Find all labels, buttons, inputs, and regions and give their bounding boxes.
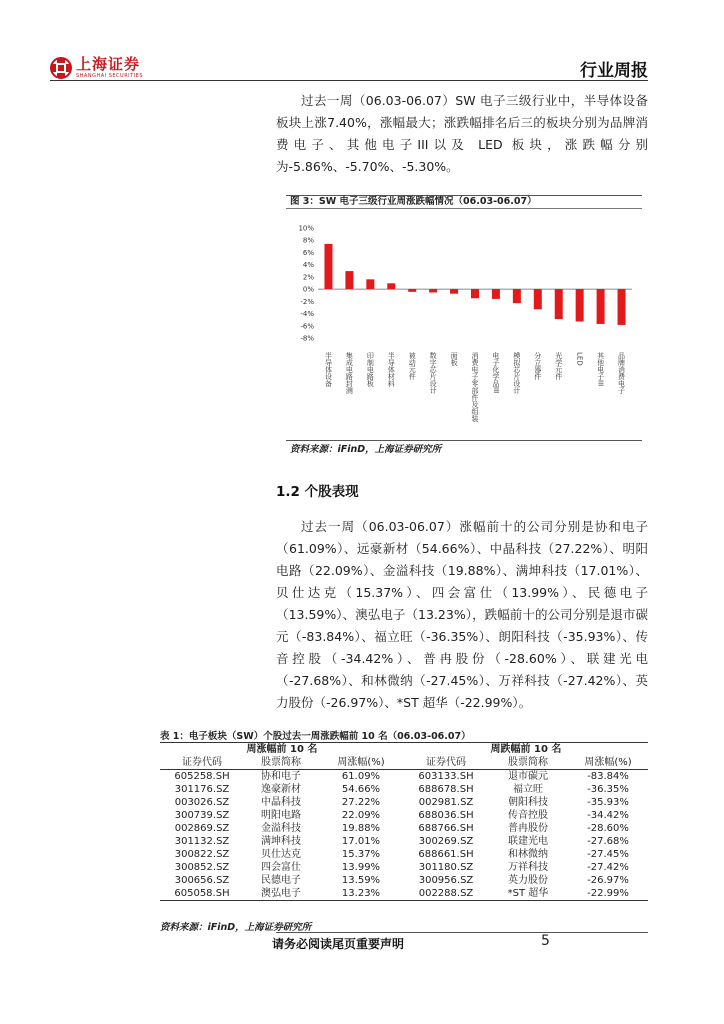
y-tick-label: 2% [302,273,314,282]
figure-source: 资料来源：iFinD，上海证券研究所 [290,444,442,455]
table-row [160,861,648,874]
table-cell: 61.09% [341,771,381,782]
table-row [160,770,648,784]
table-cell: 22.09% [341,810,381,821]
table-cell: 退市碳元 [508,771,548,782]
bar-半导体材料 [387,283,395,289]
sector-weekly-change-chart [286,210,642,438]
figure-title: 图 3：SW 电子三级行业周涨跌幅情况（06.03-06.07） [290,196,537,207]
y-tick-label: -2% [300,297,314,306]
group-header-gainers: 周涨幅前 10 名 [246,744,318,755]
table-cell: 300739.SZ [174,810,230,821]
page-number: 5 [541,933,550,949]
x-tick-label: 印制电路板 [366,352,375,387]
table-row [160,783,648,796]
report-type-title: 行业周报 [580,61,648,81]
table-cell: 联建光电 [508,836,548,847]
table-cell: -22.99% [587,888,629,899]
table-cell: 满坤科技 [261,836,301,847]
bar-集成电路封测 [345,271,353,289]
paragraph-industry-summary: 过去一周（06.03-06.07）SW 电子三级行业中，半导体设备板块上涨7.40%，涨幅最大；涨跌幅排名后三的板块分别为品牌消费电子、其他电子III以及 LED 板块，涨跌幅分别为-5.86%、-5.70%、-5.30%。 [276,93,648,174]
table-cell: 688661.SH [418,849,474,860]
table-cell: 300656.SZ [174,875,230,886]
table-cell: 英力股份 [508,875,548,886]
group-header-losers: 周跌幅前 10 名 [490,744,562,755]
section-heading: 1.2 个股表现 [276,484,359,500]
y-tick-label: 6% [302,248,314,257]
table-cell: 贝仕达克 [261,849,301,860]
table-cell: 普冉股份 [508,823,548,834]
table-cell: 朝阳科技 [508,797,548,808]
y-tick-label: 8% [302,236,314,245]
bar-数字芯片设计 [429,289,437,292]
bar-电子化学品III [492,289,500,299]
table-cell: 逸豪新材 [261,784,301,795]
x-tick-label: 模拟芯片设计 [512,352,521,394]
y-tick-label: -4% [300,310,314,319]
x-tick-label: 电子化学品III [491,352,500,394]
table-cell: -35.93% [587,797,629,808]
table-cell: 688766.SH [418,823,474,834]
x-tick-label: 消费电子零部件及组装 [471,352,479,422]
table-source: 资料来源：iFinD，上海证券研究所 [160,922,312,933]
table-cell: 301176.SZ [174,784,230,795]
y-tick-label: 4% [302,261,314,270]
table-cell: 19.88% [341,823,381,834]
table-cell: 金溢科技 [261,823,301,834]
bar-分立器件 [534,289,542,309]
brand-name-en: SHANGHAI SECURITIES [76,73,144,79]
y-tick-label: -8% [300,334,314,343]
table-cell: 民德电子 [261,875,301,886]
x-tick-label: 分立器件 [533,352,542,380]
table-cell: 605258.SH [174,771,230,782]
bar-其他电子III [597,289,605,324]
top-movers-table [160,742,648,901]
table-cell: 300269.SZ [418,836,474,847]
table-cell: 300852.SZ [174,862,230,873]
table-cell: 688678.SH [418,784,474,795]
table-cell: 300822.SZ [174,849,230,860]
table-cell: -27.68% [587,836,629,847]
column-header: 周涨幅(%) [568,756,648,770]
bar-被动元件 [408,289,416,292]
x-tick-label: 集成电路封测 [345,352,354,394]
table-row [160,887,648,901]
table-cell: 和林微纳 [508,849,548,860]
x-tick-label: LED [575,352,584,366]
table-row [160,822,648,835]
x-tick-label: 半导体设备 [324,352,333,387]
table-cell: 福立旺 [513,784,543,795]
bar-面板 [450,289,458,294]
table-cell: 万祥科技 [508,862,548,873]
table-cell: 002288.SZ [418,888,474,899]
table-cell: 13.99% [341,862,381,873]
table-row [160,835,648,848]
column-header: 周涨幅(%) [318,756,404,770]
table-cell: 13.23% [341,888,381,899]
table-cell: -27.45% [587,849,629,860]
brand-emblem-icon [50,57,72,79]
table-cell: 300956.SZ [418,875,474,886]
y-tick-label: 10% [298,224,314,233]
brand-logo [50,57,143,79]
table-cell: 301180.SZ [418,862,474,873]
x-tick-label: 光学元件 [554,352,563,380]
table-cell: 15.37% [341,849,381,860]
table-cell: 27.22% [341,797,381,808]
column-header: 证券代码 [404,756,488,770]
table-cell: 002869.SZ [174,823,230,834]
bar-模拟芯片设计 [513,289,521,303]
bar-LED [576,289,584,321]
table-cell: 明阳电路 [261,810,301,821]
table-cell: 688036.SH [418,810,474,821]
bar-品牌消费电子 [618,289,626,325]
table-cell: -27.42% [587,862,629,873]
table-cell: 中晶科技 [261,797,301,808]
table-cell: 603133.SH [418,771,474,782]
table-cell: 301132.SZ [174,836,230,847]
table-cell: *ST 超华 [507,888,549,899]
table-cell: 17.01% [341,836,381,847]
table-cell: 协和电子 [261,771,301,782]
header-divider [50,80,648,81]
disclaimer-notice: 请务必阅读尾页重要声明 [272,937,405,951]
x-tick-label: 数字芯片设计 [429,352,438,394]
table-cell: 54.66% [341,784,381,795]
table-cell: -28.60% [587,823,629,834]
table-cell: 四会富仕 [261,862,301,873]
x-tick-label: 半导体材料 [387,352,396,387]
table-cell: 13.59% [341,875,381,886]
bar-半导体设备 [324,244,332,289]
table-cell: 002981.SZ [418,797,474,808]
table-cell: 605058.SH [174,888,230,899]
footer-divider [276,932,648,933]
table-cell: -34.42% [587,810,629,821]
x-tick-label: 品牌消费电子 [617,352,626,394]
table-cell: -36.35% [587,784,629,795]
table-row [160,848,648,861]
column-header: 证券代码 [160,756,244,770]
column-header: 股票简称 [244,756,318,770]
table-row [160,874,648,887]
bar-印制电路板 [366,279,374,289]
x-tick-label: 被动元件 [408,352,417,380]
table-cell: 澳弘电子 [261,888,301,899]
brand-name: 上海证券 [76,55,141,73]
bar-光学元件 [555,289,563,319]
bar-消费电子零部件及组装 [471,289,479,298]
y-tick-label: -6% [300,322,314,331]
table-cell: 003026.SZ [174,797,230,808]
figure-title-rule [286,208,642,209]
table-title: 表 1：电子板块（SW）个股过去一周涨跌幅前 10 名（06.03-06.07） [160,731,471,742]
table-cell: -83.84% [587,771,629,782]
x-tick-label: 其他电子III [596,352,605,387]
table-cell: 传音控股 [508,810,548,821]
paragraph-stock-summary: 过去一周（06.03-06.07）涨幅前十的公司分别是协和电子（61.09%）、远豪新材（54.66%）、中晶科技（27.22%）、明阳电路（22.09%）、金溢科技（19.88%）、满坤科技（17.01%）、贝仕达克（15.37%）、四会富仕（13.99%）、民德电子（13.59%）、澳弘电子（13.23%），跌幅前十的公司分别是退市碳元（-83.84%）、福立旺（-36.35%）、朗阳科技（-35.93%）、传音控股（-34.42%）、普冉股份（-28.60%）、联建光电（-27.68%）、和林微纳（-27.45%）、万祥科技（-27.42%）、英力股份（-26.97%）、*ST 超华（-22.99%）。 [276,519,648,710]
table-row [160,796,648,809]
table-cell: -26.97% [587,875,629,886]
x-tick-label: 面板 [450,352,459,366]
table-row [160,809,648,822]
y-tick-label: 0% [302,285,314,294]
column-header: 股票简称 [488,756,568,770]
